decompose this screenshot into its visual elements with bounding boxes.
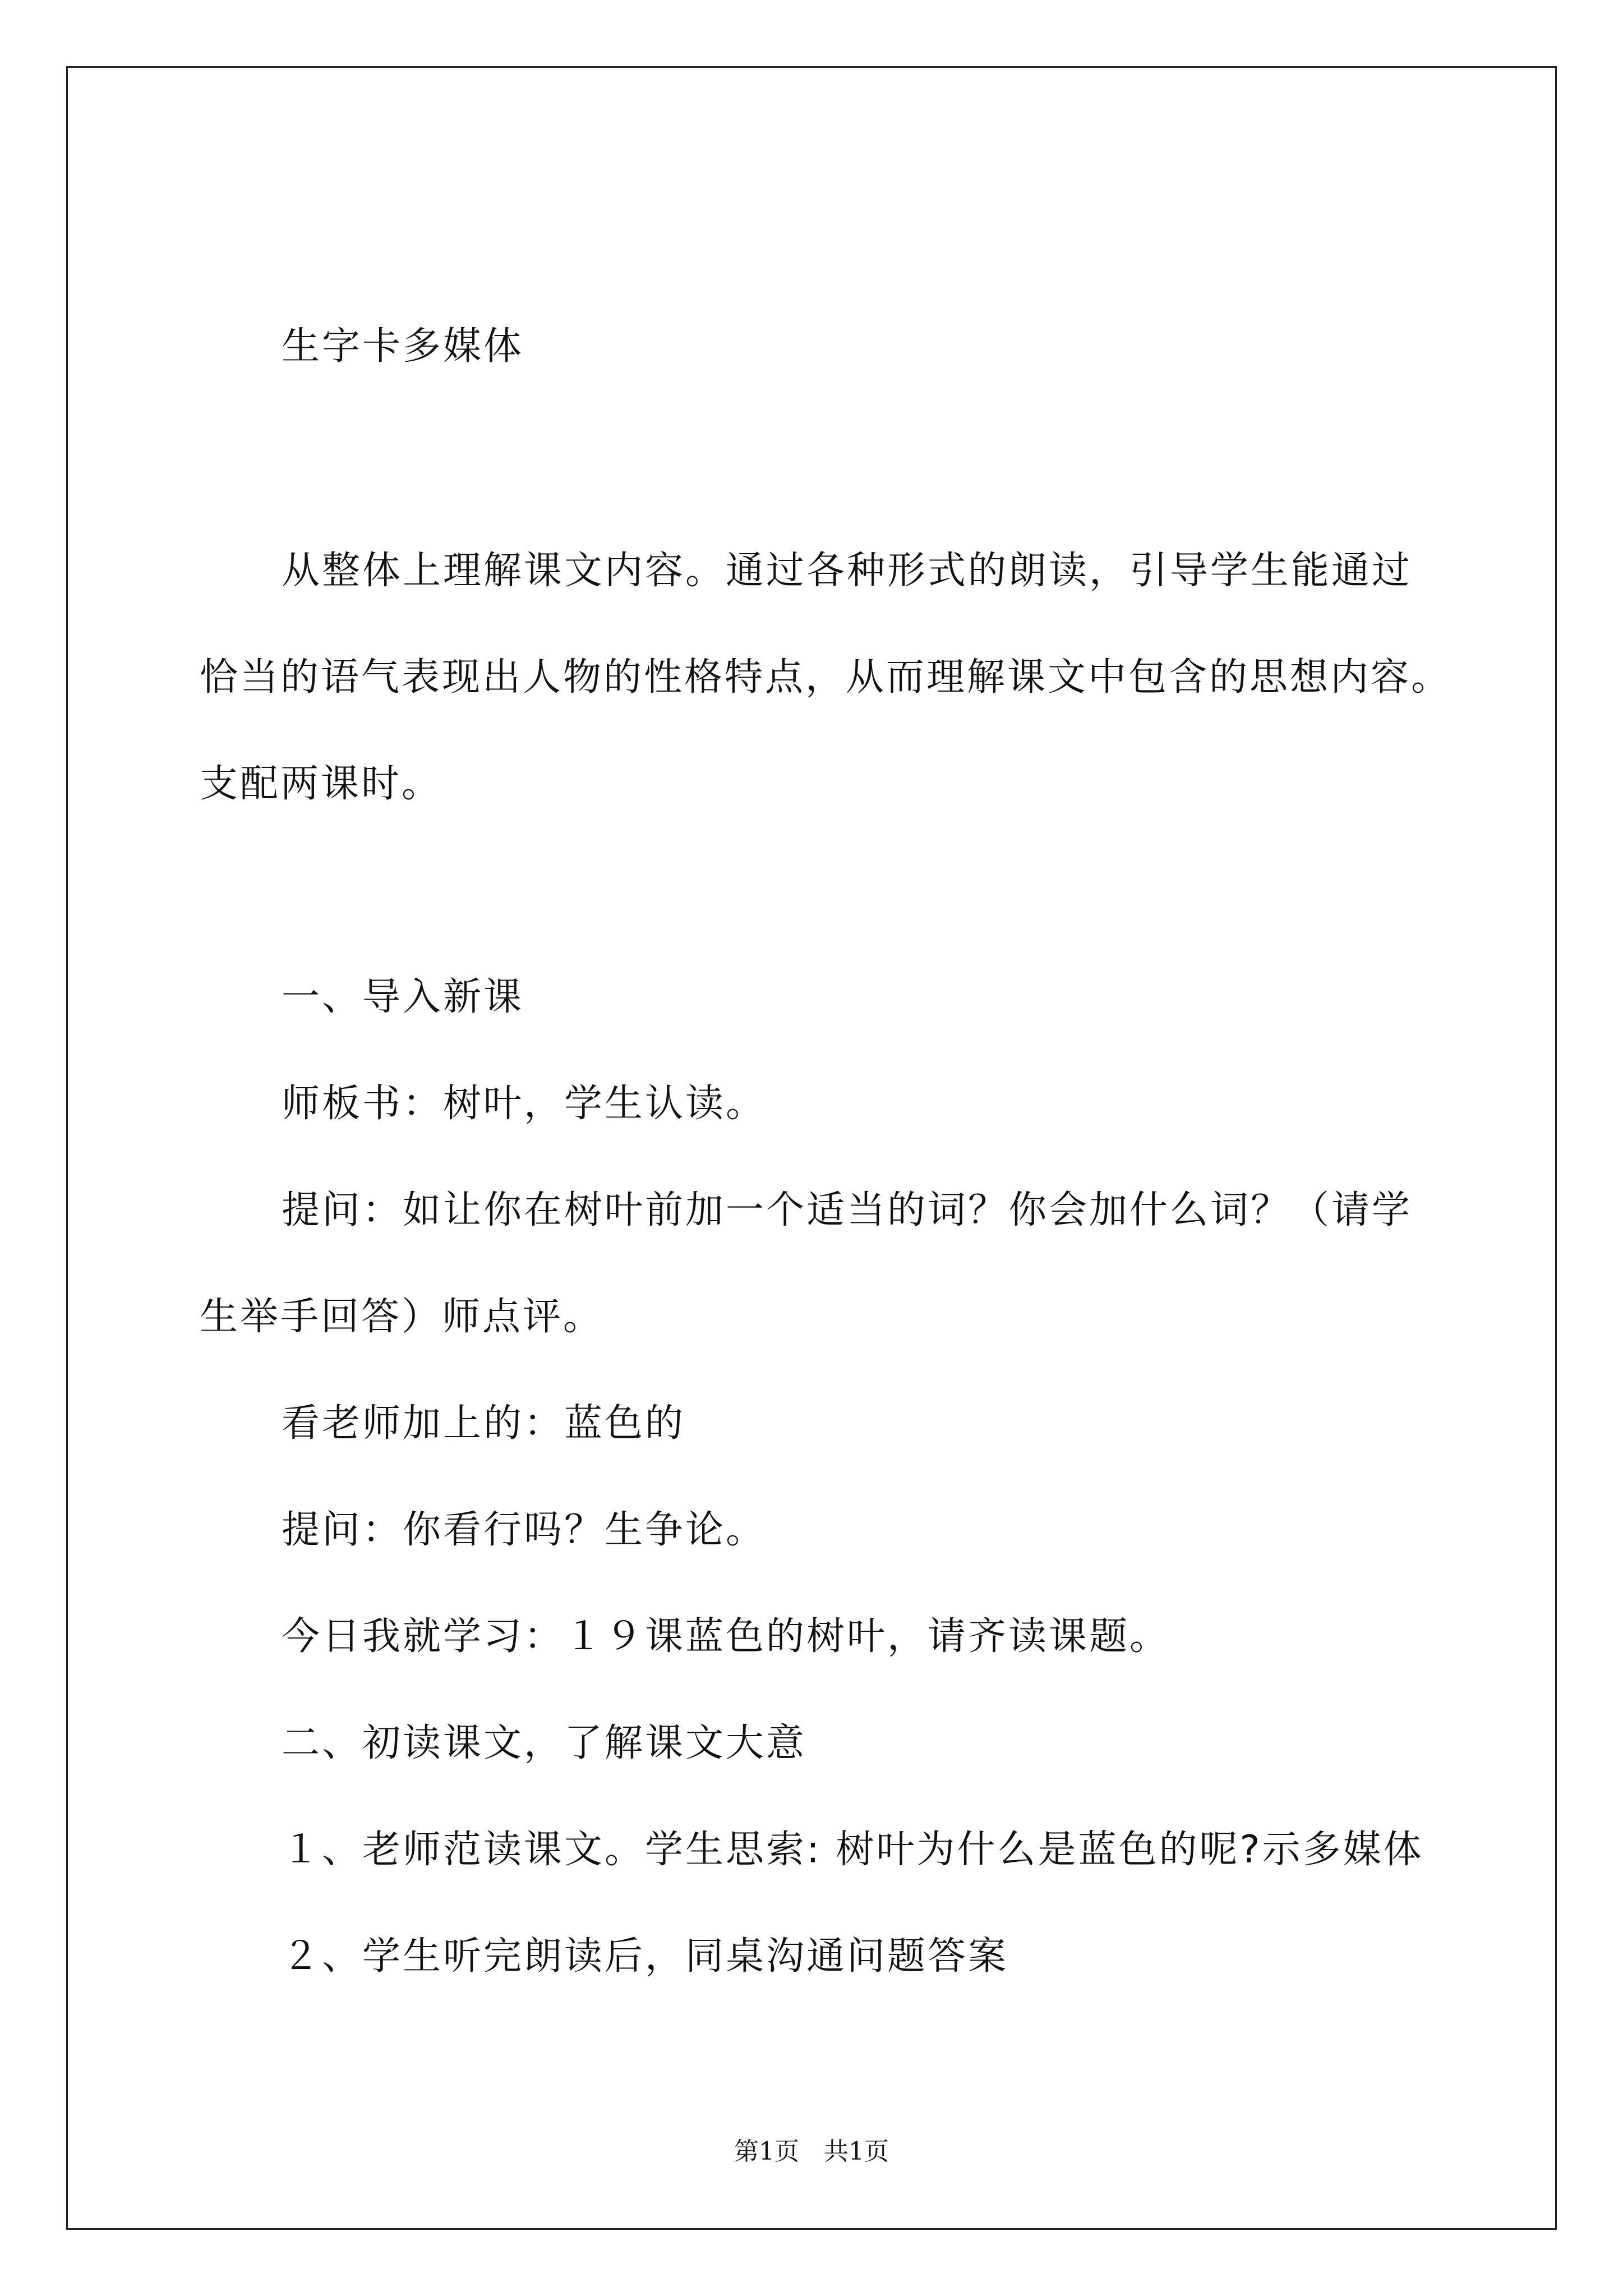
page-number: 第1页 [734, 2137, 799, 2166]
paragraph-line: 看老师加上的：蓝色的 [282, 1401, 686, 1446]
paragraph-line: 提问：如让你在树叶前加一个适当的词？你会加什么词？（请学 [282, 1188, 1413, 1232]
paragraph-line: 支配两课时。 [200, 762, 442, 806]
paragraph-line: 生举手回答）师点评。 [200, 1295, 604, 1339]
paragraph-line: １、老师范读课文。学生思索: 树叶为什么是蓝色的呢?示多媒体 [282, 1828, 1424, 1872]
section-heading: 一、导入新课 [282, 975, 524, 1019]
document-title: 生字卡多媒体 [282, 324, 524, 369]
page-footer [0, 2136, 1623, 2168]
paragraph-line: 提问：你看行吗？生争论。 [282, 1508, 767, 1552]
paragraph-line: 恰当的语气表现出人物的性格特点，从而理解课文中包含的思想内容。 [200, 655, 1452, 700]
section-heading: 二、初读课文，了解课文大意 [282, 1721, 807, 1765]
page-total: 共1页 [824, 2137, 889, 2166]
paragraph-line: 师板书：树叶，学生认读。 [282, 1082, 767, 1126]
paragraph-line: 今日我就学习：１９课蓝色的树叶，请齐读课题。 [282, 1614, 1170, 1659]
paragraph-line: ２、学生听完朗读后，同桌沟通问题答案 [282, 1934, 1009, 1978]
paragraph-line: 从整体上理解课文内容。通过各种形式的朗读，引导学生能通过 [282, 549, 1413, 593]
page-border [66, 66, 1557, 2230]
